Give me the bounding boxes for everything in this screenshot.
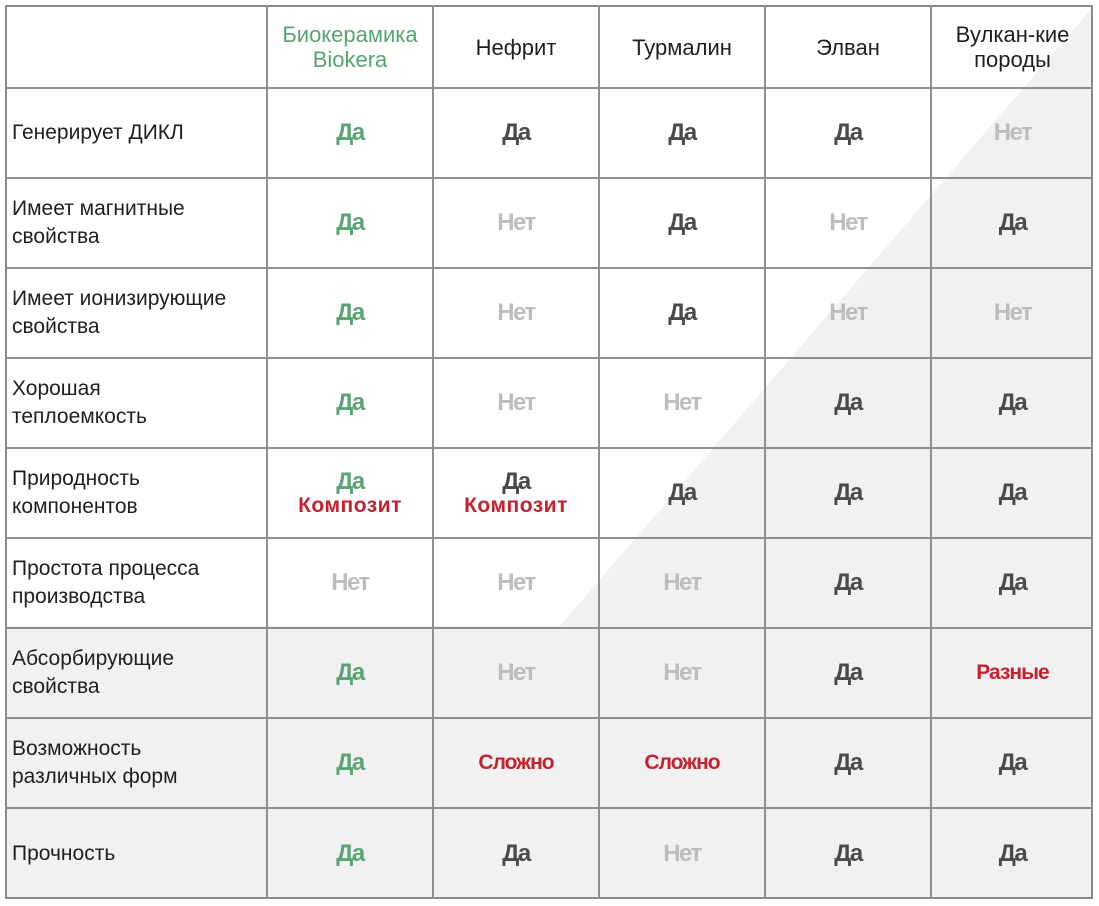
row-label: Имеет магнитные свойства bbox=[12, 197, 185, 248]
table-cell bbox=[932, 179, 1093, 267]
table-cell bbox=[434, 359, 598, 447]
table-cell bbox=[434, 629, 598, 717]
cell-value: Да bbox=[668, 209, 696, 236]
cell-value: Сложно bbox=[478, 751, 554, 774]
cell-value: Да bbox=[998, 749, 1027, 776]
cell-value: Да bbox=[336, 389, 364, 416]
cell-value: Нет bbox=[829, 209, 867, 236]
table-cell bbox=[268, 179, 432, 267]
cell-value: Нет bbox=[663, 840, 701, 867]
row-label: Природность компонентов bbox=[12, 467, 140, 518]
column-header: Нефрит bbox=[475, 34, 557, 60]
column-header: Вулкан-кие породы bbox=[955, 22, 1070, 72]
table-cell bbox=[766, 449, 930, 537]
cell-value: Да bbox=[502, 468, 530, 495]
cell-value: Нет bbox=[993, 299, 1032, 326]
table-cell bbox=[766, 89, 930, 177]
table-cell bbox=[268, 809, 432, 899]
cell-value: Да bbox=[336, 749, 364, 776]
cell-value: Да bbox=[998, 840, 1027, 867]
row-label: Генерирует ДИКЛ bbox=[12, 121, 184, 144]
table-cell bbox=[600, 269, 764, 357]
table-cell bbox=[268, 89, 432, 177]
cell-value: Да bbox=[336, 209, 364, 236]
cell-value: Нет bbox=[331, 569, 369, 596]
table-cell bbox=[932, 269, 1093, 357]
cell-value: Нет bbox=[497, 299, 535, 326]
cell-value: Сложно bbox=[644, 751, 720, 774]
cell-value: Да bbox=[336, 299, 364, 326]
table-cell bbox=[434, 809, 598, 899]
row-label: Возможность различных форм bbox=[12, 737, 178, 788]
table-cell bbox=[932, 539, 1093, 627]
table-cell bbox=[434, 269, 598, 357]
row-label: Прочность bbox=[12, 842, 116, 865]
cell-value: Да bbox=[834, 840, 862, 867]
cell-value: Да bbox=[668, 479, 696, 506]
cell-value: Да bbox=[336, 659, 364, 686]
table-cell bbox=[434, 89, 598, 177]
cell-value: Да bbox=[502, 119, 530, 146]
cell-value: Нет bbox=[663, 659, 701, 686]
row-label: Имеет ионизирующие свойства bbox=[12, 287, 227, 338]
cell-note: Композит bbox=[464, 494, 568, 517]
table-cell bbox=[766, 359, 930, 447]
table-cell bbox=[600, 539, 764, 627]
cell-value: Да bbox=[502, 840, 530, 867]
table-cell bbox=[434, 179, 598, 267]
table-cell bbox=[766, 539, 930, 627]
cell-value: Да bbox=[336, 840, 364, 867]
table-cell bbox=[932, 719, 1093, 807]
table-cell bbox=[434, 719, 598, 807]
table-cell bbox=[268, 449, 432, 537]
table-cell bbox=[766, 809, 930, 899]
table-cell bbox=[600, 359, 764, 447]
cell-value: Да bbox=[668, 299, 696, 326]
row-label: Абсорбирующие свойства bbox=[12, 647, 175, 698]
cell-value: Да bbox=[834, 389, 862, 416]
table-cell bbox=[268, 539, 432, 627]
column-header: Элван bbox=[816, 34, 880, 60]
cell-value: Да bbox=[834, 569, 862, 596]
cell-value: Да bbox=[834, 119, 862, 146]
cell-value: Нет bbox=[497, 659, 535, 686]
table-cell bbox=[600, 179, 764, 267]
table-cell bbox=[932, 359, 1093, 447]
cell-value: Да bbox=[998, 569, 1027, 596]
cell-value: Да bbox=[336, 119, 364, 146]
table-cell bbox=[766, 269, 930, 357]
table-cell bbox=[600, 89, 764, 177]
table-cell bbox=[766, 629, 930, 717]
table-cell bbox=[268, 719, 432, 807]
table-cell bbox=[434, 539, 598, 627]
table-cell bbox=[268, 629, 432, 717]
cell-value: Да bbox=[834, 749, 862, 776]
table-cell bbox=[932, 629, 1093, 717]
cell-value: Разные bbox=[976, 661, 1049, 684]
cell-value: Да bbox=[998, 209, 1027, 236]
cell-note: Композит bbox=[298, 494, 402, 517]
table-cell bbox=[932, 449, 1093, 537]
cell-value: Нет bbox=[993, 119, 1032, 146]
cell-value: Нет bbox=[497, 389, 535, 416]
cell-value: Да bbox=[834, 659, 862, 686]
cell-value: Да bbox=[336, 468, 364, 495]
cell-value: Нет bbox=[663, 569, 701, 596]
table-cell bbox=[932, 809, 1093, 899]
table-cell bbox=[600, 809, 764, 899]
table-cell bbox=[600, 719, 764, 807]
cell-value: Нет bbox=[497, 569, 535, 596]
cell-value: Да bbox=[998, 389, 1027, 416]
row-label: Простота процесса производства bbox=[12, 557, 200, 608]
column-header: Турмалин bbox=[632, 34, 732, 60]
table-cell bbox=[766, 719, 930, 807]
cell-value: Нет bbox=[829, 299, 867, 326]
table-cell bbox=[766, 179, 930, 267]
cell-value: Да bbox=[668, 119, 696, 146]
cell-value: Да bbox=[834, 479, 862, 506]
table-cell bbox=[600, 449, 764, 537]
cell-value: Нет bbox=[663, 389, 701, 416]
cell-value: Нет bbox=[497, 209, 535, 236]
table-cell bbox=[932, 89, 1093, 177]
table-cell bbox=[268, 269, 432, 357]
table-cell bbox=[600, 629, 764, 717]
table-cell bbox=[434, 449, 598, 537]
row-label: Хорошая теплоемкость bbox=[12, 377, 147, 428]
column-header: Биокерамика Biokera bbox=[282, 22, 418, 72]
cell-value: Да bbox=[998, 479, 1027, 506]
table-cell bbox=[268, 359, 432, 447]
